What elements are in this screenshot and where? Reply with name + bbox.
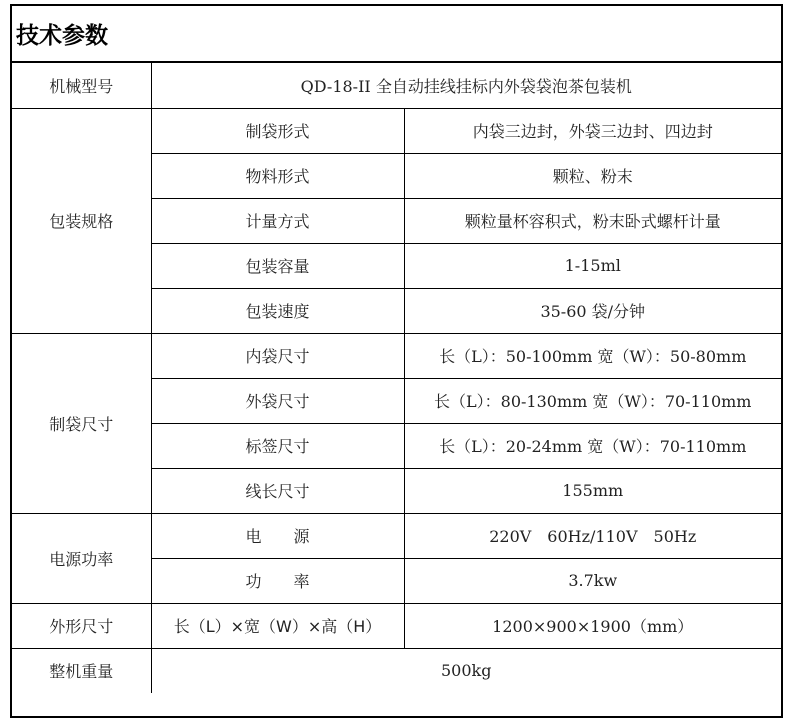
row-name: 外袋尺寸	[151, 378, 404, 423]
group-label-packaging: 包装规格	[12, 108, 151, 333]
row-value: 155mm	[404, 468, 781, 513]
row-value: 长（L）：20-24mm 宽（W）：70-110mm	[404, 423, 781, 468]
row-name: 制袋形式	[151, 108, 404, 153]
row-value: 内袋三边封，外袋三边封、四边封	[404, 108, 781, 153]
row-name: 包装速度	[151, 288, 404, 333]
weight-value: 500kg	[151, 648, 781, 693]
row-name: 物料形式	[151, 153, 404, 198]
row-name: 计量方式	[151, 198, 404, 243]
row-value: 长（L）：50-100mm 宽（W）：50-80mm	[404, 333, 781, 378]
row-value: 长（L）：80-130mm 宽（W）：70-110mm	[404, 378, 781, 423]
spec-sheet	[10, 4, 783, 718]
dimensions-value: 1200×900×1900（mm）	[404, 603, 781, 648]
page-title: 技术参数	[12, 6, 781, 63]
table-row	[12, 648, 781, 693]
row-value: 颗粒、粉末	[404, 153, 781, 198]
table-row	[12, 333, 781, 378]
table-row	[12, 63, 781, 108]
group-label-bag-size: 制袋尺寸	[12, 333, 151, 513]
row-value: 3.7kw	[404, 558, 781, 603]
row-name: 标签尺寸	[151, 423, 404, 468]
dimensions-label: 外形尺寸	[12, 603, 151, 648]
model-label: 机械型号	[12, 63, 151, 108]
table-row	[12, 513, 781, 558]
model-value: QD-18-II 全自动挂线挂标内外袋袋泡茶包装机	[151, 63, 781, 108]
row-name: 电 源	[151, 513, 404, 558]
spec-table	[12, 63, 781, 693]
row-name: 包装容量	[151, 243, 404, 288]
row-value: 颗粒量杯容积式，粉末卧式螺杆计量	[404, 198, 781, 243]
table-row	[12, 603, 781, 648]
row-value: 1-15ml	[404, 243, 781, 288]
row-value: 220V 60Hz/110V 50Hz	[404, 513, 781, 558]
row-name: 功 率	[151, 558, 404, 603]
row-name: 内袋尺寸	[151, 333, 404, 378]
row-value: 35-60 袋/分钟	[404, 288, 781, 333]
table-row	[12, 108, 781, 153]
weight-label: 整机重量	[12, 648, 151, 693]
group-label-power: 电源功率	[12, 513, 151, 603]
dimensions-name: 长（L）×宽（W）×高（H）	[151, 603, 404, 648]
row-name: 线长尺寸	[151, 468, 404, 513]
